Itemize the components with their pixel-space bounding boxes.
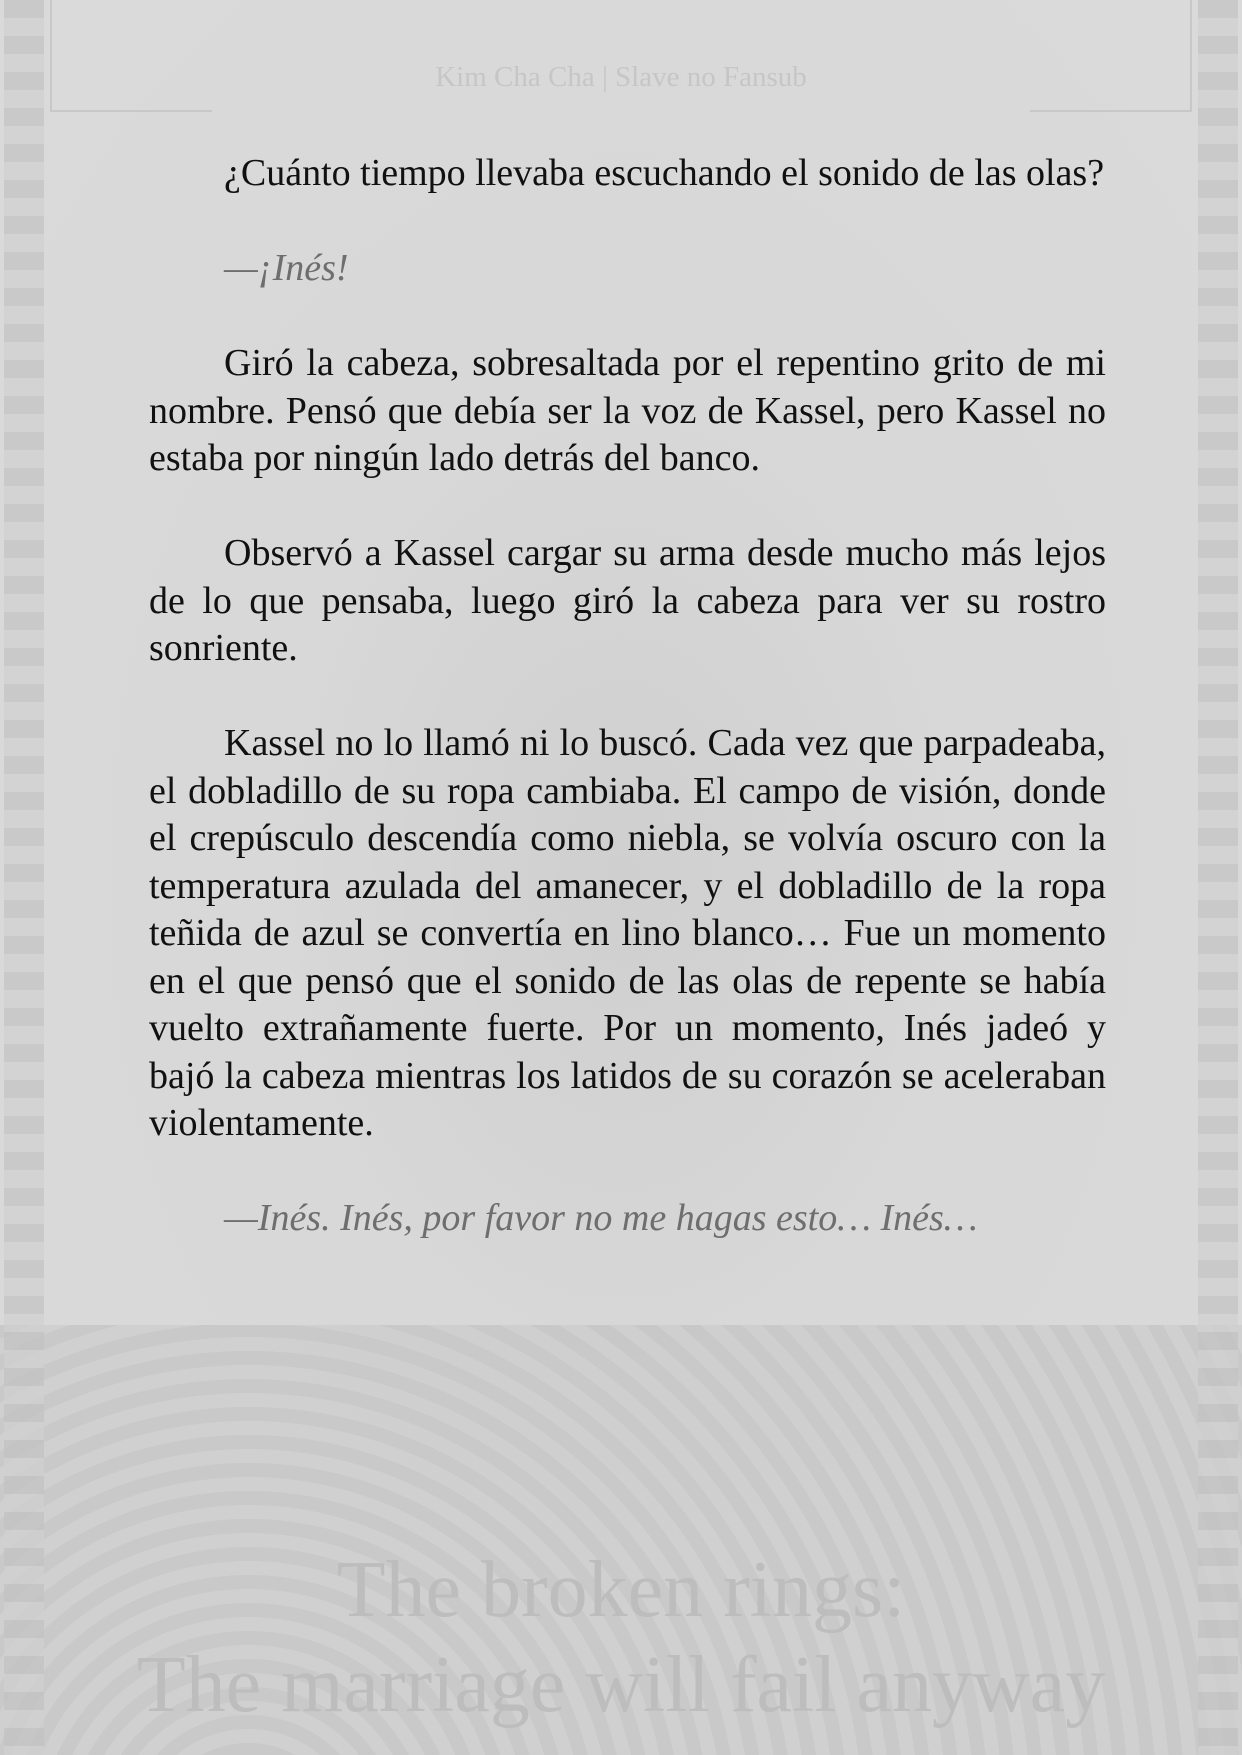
- dialogue-line: —¡Inés!: [224, 247, 349, 289]
- page-header: Kim Cha Cha | Slave no Fansub: [435, 61, 807, 93]
- ornament-corner-left: [50, 0, 212, 112]
- ornament-corner-right: [1030, 0, 1192, 112]
- ornamental-border-left: [4, 0, 44, 1755]
- ornamental-border-right: [1198, 0, 1238, 1755]
- watermark-subtitle: The marriage will fail anyway: [136, 1641, 1106, 1729]
- watermark-title: The broken rings:: [336, 1546, 906, 1634]
- paragraph: Kassel no lo llamó ni lo buscó. Cada vez que parpadeaba, el dobladillo de su ropa cambiaba. El campo de visión, donde el crepúsculo descendía como niebla, se volvía oscuro con la temperatura azulada del amanecer, y el dobladillo de la ropa teñida de azul se convertía en lino blanco… Fue un momento en el que pensó que el sonido de las olas de repente se había vuelto extrañamente fuerte. Por un momento, Inés jadeó y bajó la cabeza mientras los latidos de su corazón se aceleraban violentamente.: [149, 722, 1106, 1144]
- dialogue-line: —Inés. Inés, por favor no me hagas esto… Inés…: [224, 1197, 978, 1239]
- paragraph: Observó a Kassel cargar su arma desde mucho más lejos de lo que pensaba, luego giró la cabeza para ver su rostro sonriente.: [149, 532, 1106, 669]
- paragraph: Giró la cabeza, sobresaltada por el repentino grito de mi nombre. Pensó que debía ser la voz de Kassel, pero Kassel no estaba por ningún lado detrás del banco.: [149, 342, 1106, 479]
- body-text: [149, 150, 1106, 1243]
- paragraph: ¿Cuánto tiempo llevaba escuchando el sonido de las olas?: [224, 152, 1105, 194]
